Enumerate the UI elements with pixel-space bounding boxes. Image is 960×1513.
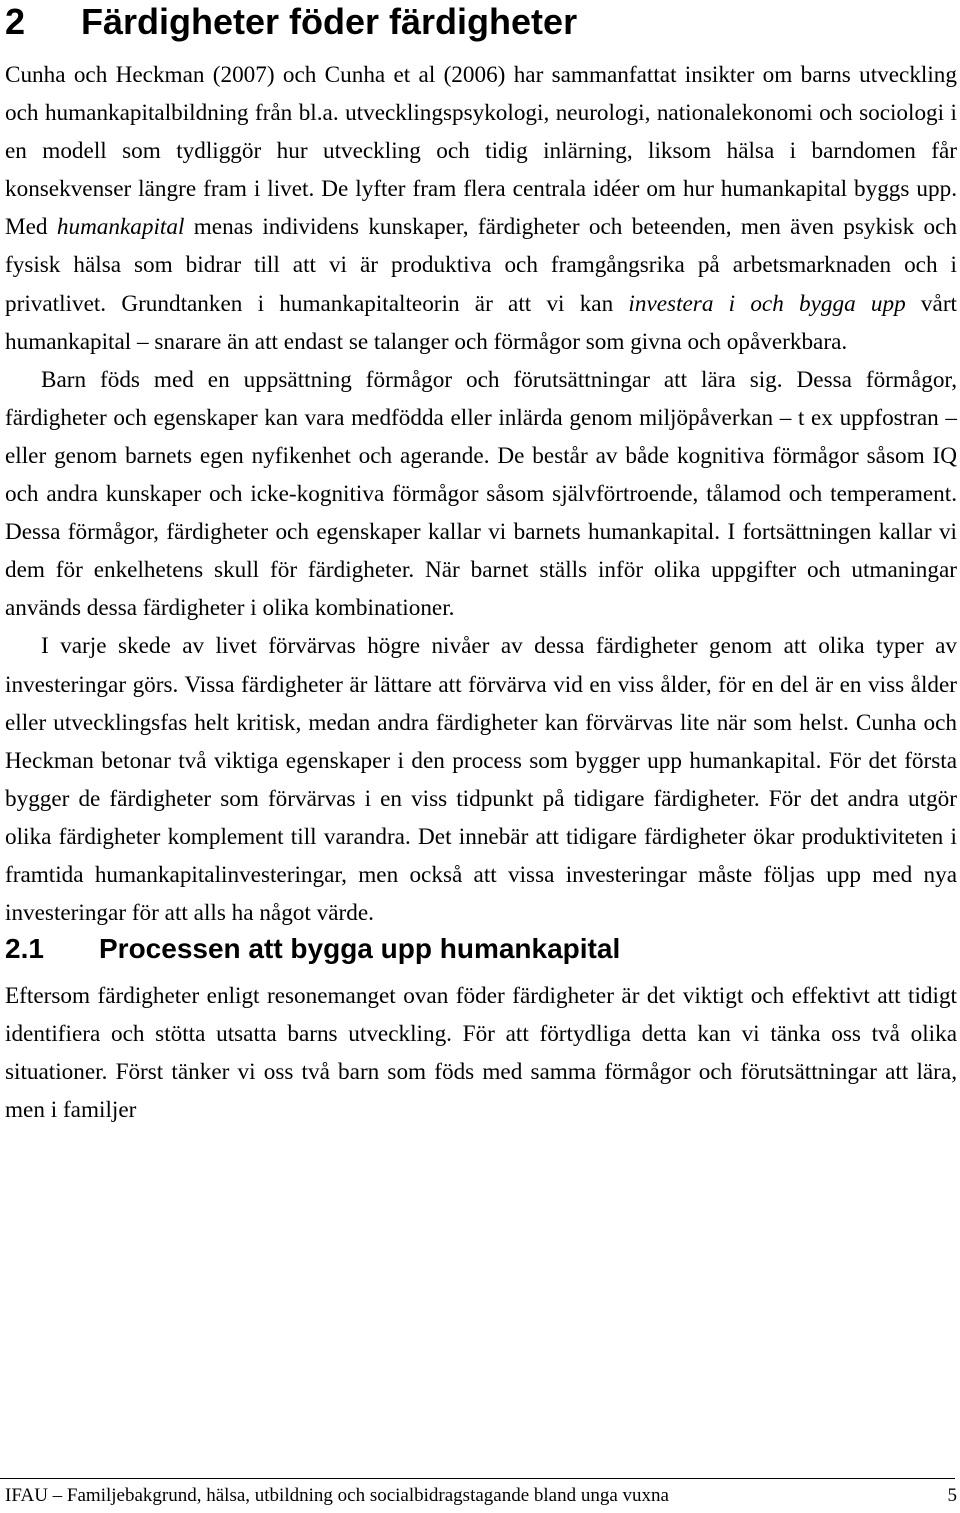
document-page (5, 0, 957, 1130)
chapter-title: Färdigheter föder färdigheter (81, 1, 578, 42)
chapter-number: 2 (5, 1, 26, 42)
paragraph-text: vårt humankapital – snarare än att endast se talanger och förmågor som givna och opåverkbara. (5, 290, 957, 355)
paragraph: Eftersom färdigheter enligt resonemanget ovan föder färdigheter är det viktigt och effektivt att tidigt identifiera och stötta utsatta barns utveckling. För att förtydliga detta kan vi tänka oss två olika situationer. Först tänker vi oss två barn som föds med samma förmågor och förutsättningar att lära, men i familjer (5, 983, 957, 1124)
paragraph: Barn föds med en uppsättning förmågor och förutsättningar att lära sig. Dessa förmågor, färdigheter och egenskaper kan vara medfödda eller inlärda genom miljöpåverkan – t ex uppfostran – eller genom barnets egen nyfikenhet och agerande. De består av både kognitiva förmågor såsom IQ och andra kunskaper och icke-kognitiva förmågor såsom självförtroende, tålamod och temperament. Dessa förmågor, färdigheter och egenskaper kallar vi barnets humankapital. I fortsättningen kallar vi dem för enkelhetens skull för färdigheter. När barnet ställs inför olika uppgifter och utmaningar används dessa färdigheter i olika kombinationer. (5, 366, 957, 622)
page-footer (5, 1484, 957, 1508)
emphasis-text: humankapital (56, 214, 185, 241)
running-title: IFAU – Familjebakgrund, hälsa, utbildning och socialbidragstagande bland unga vuxna (5, 1485, 669, 1506)
section-title: Processen att bygga upp humankapital (99, 933, 621, 965)
section-number: 2.1 (5, 933, 44, 965)
footer-divider (0, 1478, 955, 1479)
paragraph-text: menas individens kunskaper, färdigheter och beteenden, men även psykisk och fysisk hälsa som bidrar till att vi är produktiva och framgångsrika på arbetsmarknaden och i privatlivet. Grundtanken i humankapitalteorin är att vi kan (5, 214, 958, 317)
page-number: 5 (947, 1485, 957, 1506)
chapter-heading (5, 2, 957, 42)
paragraph: I varje skede av livet förvärvas högre nivåer av dessa färdigheter genom att olika typer av investeringar görs. Vissa färdigheter är lättare att förvärva vid en viss ålder, för en del är en viss ålder eller utvecklingsfas helt kritisk, medan andra färdigheter kan förvärvas lite när som helst. Cunha och Heckman betonar två viktiga egenskaper i den process som bygger upp humankapital. För det första bygger de färdigheter som förvärvas i en viss tidpunkt på tidigare färdigheter. För det andra utgör olika färdigheter komplement till varandra. Det innebär att tidigare färdigheter ökar produktiviteten i framtida humankapitalinvesteringar, men också att vissa investeringar måste följas upp med nya investeringar för att alls ha något värde. (5, 633, 957, 927)
paragraph-text: Cunha och Heckman (2007) och Cunha et al (2006) har sammanfattat insikter om barns utveckling och humankapitalbildning från bl.a. utvecklingspsykologi, neurologi, nationalekonomi och sociologi i en modell som tydliggör hur utveckling och tidig inlärning, liksom hälsa i barndomen får konsekvenser längre fram i livet. De lyfter fram flera centrala idéer om hur humankapital byggs upp. Med (5, 62, 957, 241)
section-heading (5, 932, 957, 966)
emphasis-text: investera i och bygga upp (628, 290, 906, 317)
paragraph (5, 56, 957, 361)
